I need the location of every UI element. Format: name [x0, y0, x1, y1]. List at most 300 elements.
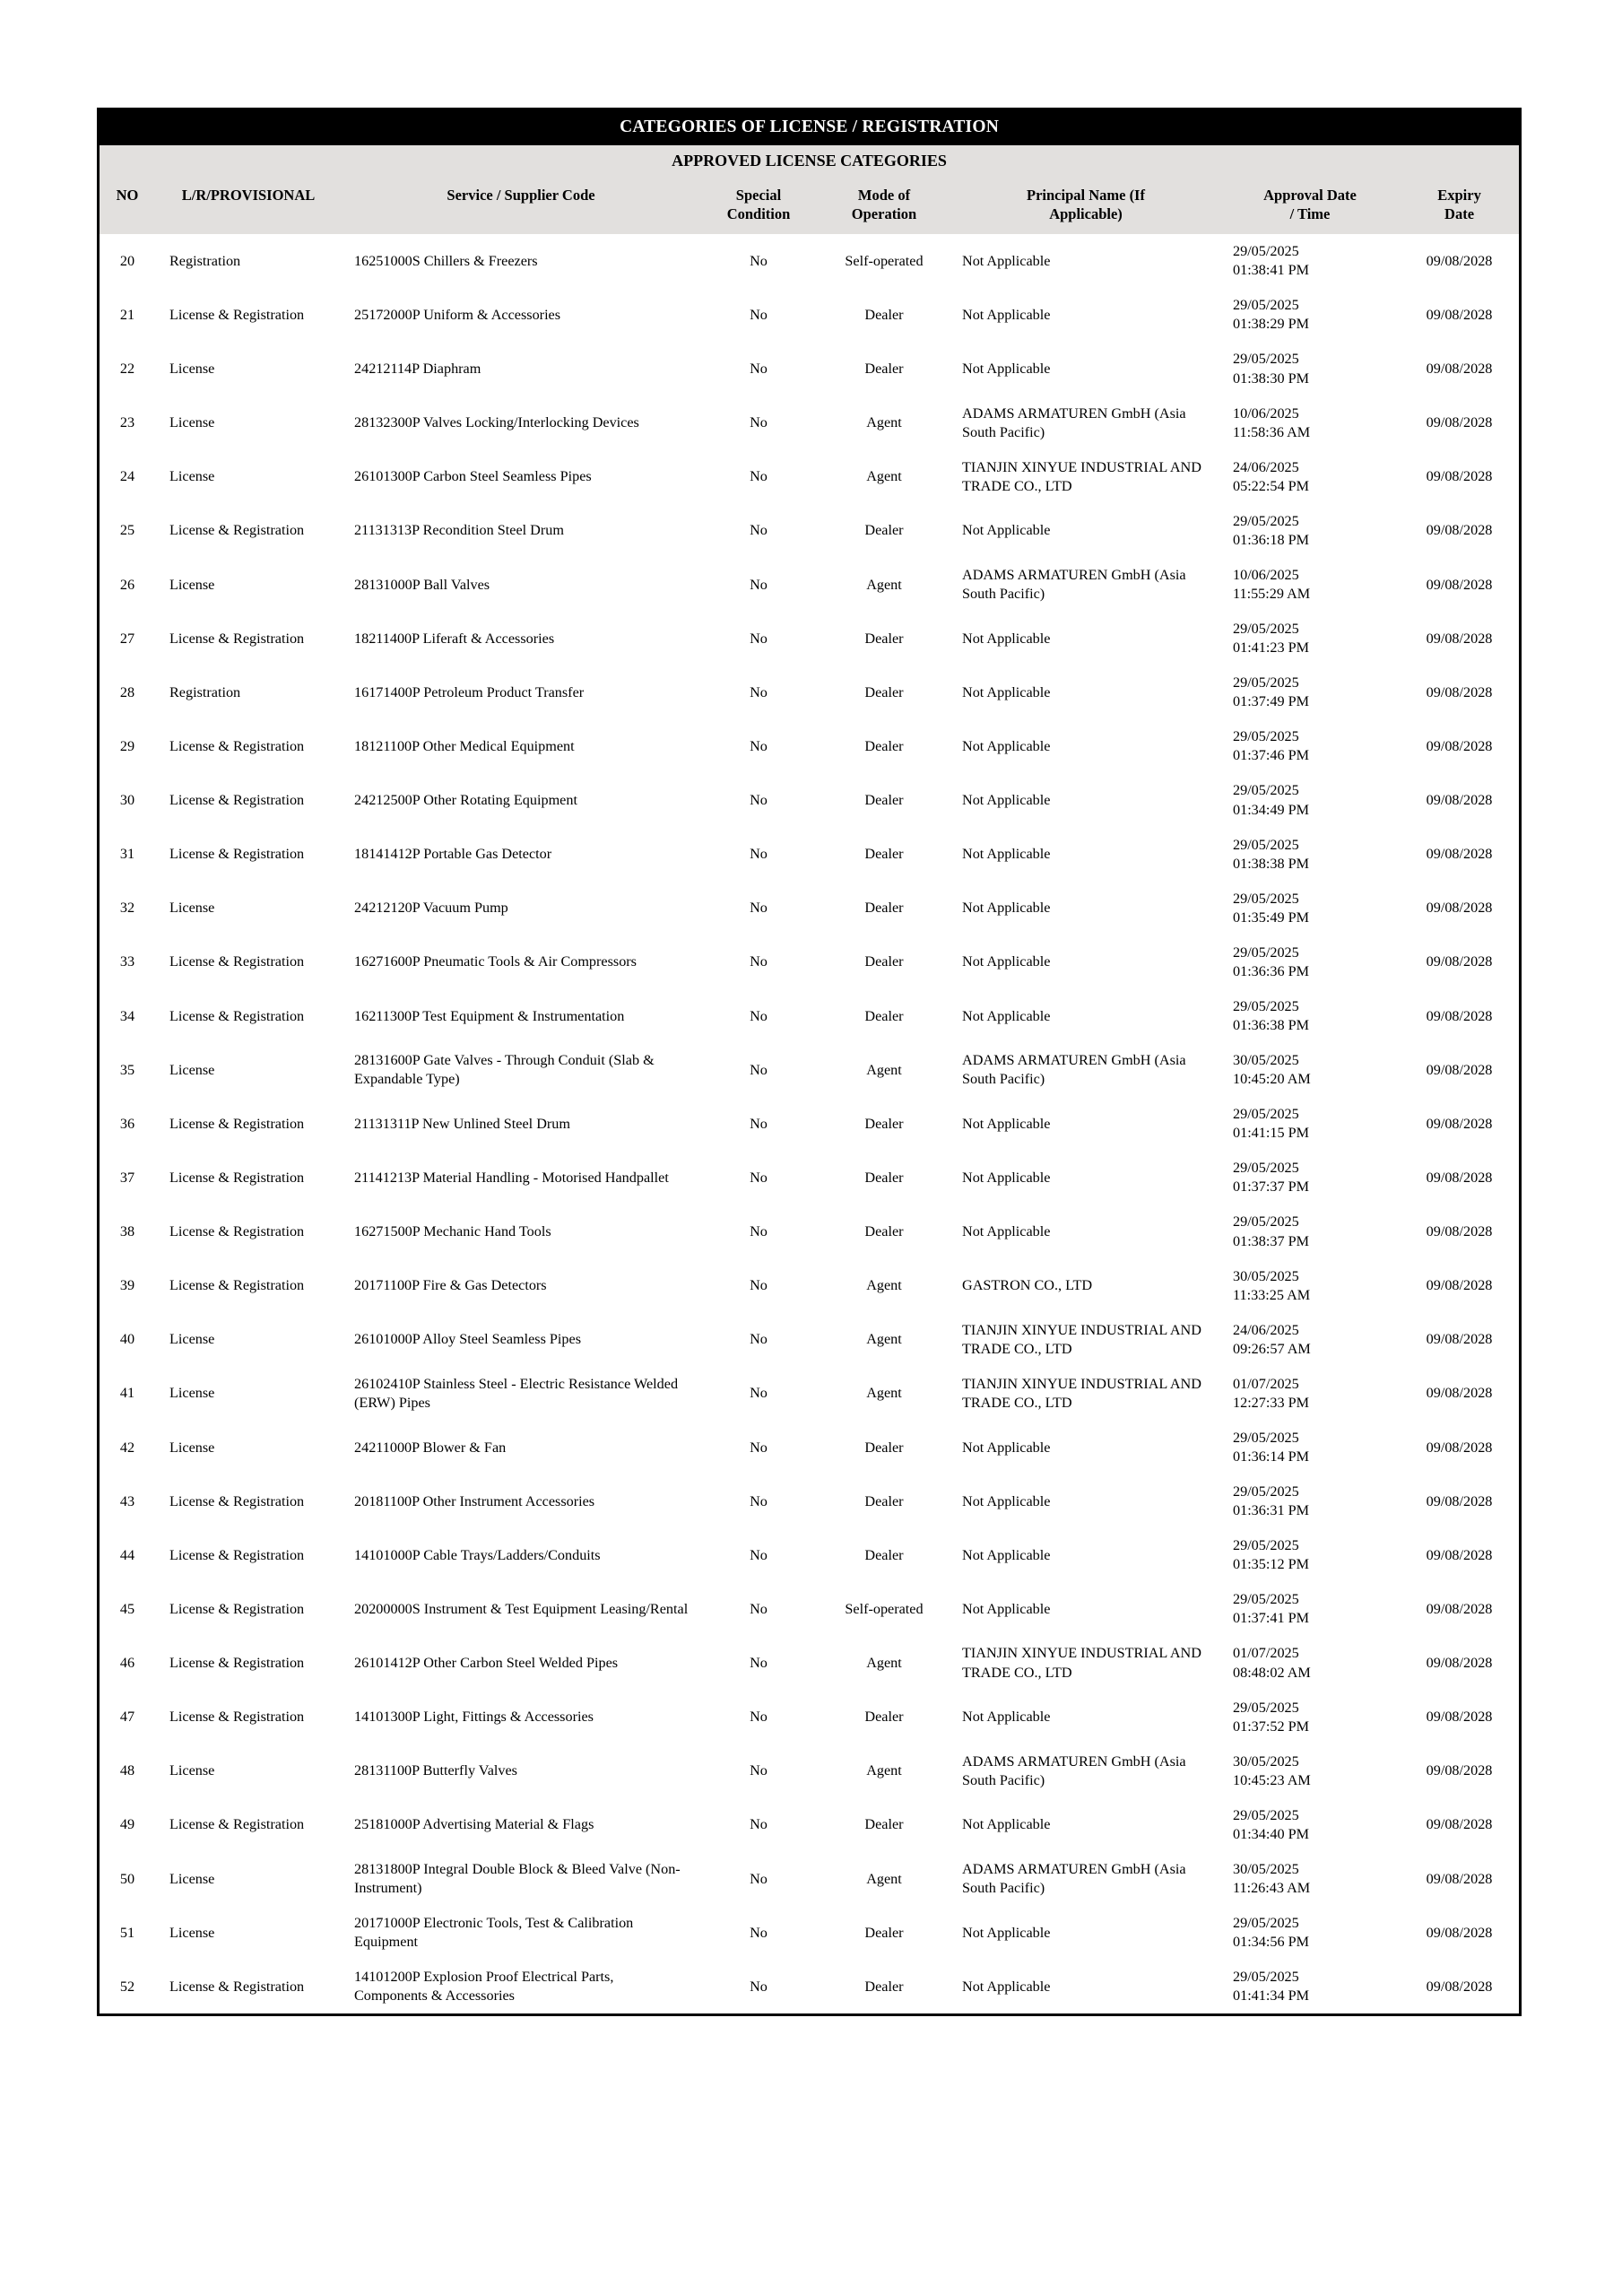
cell-service-supplier-code: 16271500P Mechanic Hand Tools: [342, 1205, 700, 1258]
subbanner-row: [100, 145, 1519, 178]
cell-expiry-date: 09/08/2028: [1400, 989, 1519, 1043]
approval-date: 29/05/2025: [1233, 782, 1299, 799]
cell-license-type: License: [155, 1421, 342, 1474]
approved-license-categories-table: [100, 110, 1519, 2013]
cell-mode-of-operation: Agent: [817, 1367, 951, 1421]
cell-expiry-date: 09/08/2028: [1400, 1906, 1519, 1960]
cell-license-type: License & Registration: [155, 504, 342, 558]
cell-license-type: License: [155, 882, 342, 935]
cell-service-supplier-code: 18121100P Other Medical Equipment: [342, 719, 700, 773]
cell-license-type: License & Registration: [155, 1798, 342, 1852]
cell-special-condition: No: [700, 234, 817, 288]
approval-date: 29/05/2025: [1233, 1213, 1299, 1231]
cell-expiry-date: 09/08/2028: [1400, 1798, 1519, 1852]
approval-date: 29/05/2025: [1233, 1806, 1299, 1823]
cell-expiry-date: 09/08/2028: [1400, 234, 1519, 288]
cell-special-condition: No: [700, 773, 817, 827]
approval-date: 29/05/2025: [1233, 621, 1299, 638]
cell-expiry-date: 09/08/2028: [1400, 1960, 1519, 2013]
cell-service-supplier-code: 28131100P Butterfly Valves: [342, 1744, 700, 1798]
cell-license-type: License & Registration: [155, 1474, 342, 1528]
cell-approval-date-time: [1220, 288, 1400, 342]
cell-special-condition: No: [700, 1906, 817, 1960]
cell-special-condition: No: [700, 935, 817, 989]
approval-date: 29/05/2025: [1233, 1483, 1299, 1500]
cell-special-condition: No: [700, 1960, 817, 2013]
cell-mode-of-operation: Dealer: [817, 342, 951, 396]
cell-principal-name: Not Applicable: [951, 234, 1220, 288]
column-header-special-condition: [700, 178, 817, 234]
approval-date: 29/05/2025: [1233, 1915, 1299, 1932]
table-row: [100, 1960, 1519, 2013]
approval-date: 24/06/2025: [1233, 458, 1299, 475]
table-row: [100, 665, 1519, 719]
cell-license-type: License & Registration: [155, 612, 342, 665]
cell-approval-date-time: [1220, 396, 1400, 450]
column-header-principal-name: [951, 178, 1220, 234]
table-row: [100, 1798, 1519, 1852]
approval-time: 01:38:37 PM: [1233, 1232, 1310, 1249]
column-header-special-line1: Special: [735, 187, 782, 204]
cell-principal-name: ADAMS ARMATUREN GmbH (Asia South Pacific): [951, 396, 1220, 450]
cell-service-supplier-code: 16171400P Petroleum Product Transfer: [342, 665, 700, 719]
cell-principal-name: ADAMS ARMATUREN GmbH (Asia South Pacific): [951, 1043, 1220, 1097]
cell-principal-name: Not Applicable: [951, 828, 1220, 882]
cell-no: 28: [100, 665, 155, 719]
cell-principal-name: Not Applicable: [951, 935, 1220, 989]
cell-mode-of-operation: Dealer: [817, 612, 951, 665]
table-row: [100, 234, 1519, 288]
cell-license-type: License & Registration: [155, 719, 342, 773]
cell-license-type: License: [155, 396, 342, 450]
table-row: [100, 1636, 1519, 1690]
cell-special-condition: No: [700, 1744, 817, 1798]
cell-service-supplier-code: 25172000P Uniform & Accessories: [342, 288, 700, 342]
cell-license-type: License: [155, 342, 342, 396]
approval-date: 30/05/2025: [1233, 1052, 1299, 1069]
cell-principal-name: Not Applicable: [951, 504, 1220, 558]
cell-service-supplier-code: 28132300P Valves Locking/Interlocking Devices: [342, 396, 700, 450]
approval-time: 01:36:38 PM: [1233, 1017, 1310, 1034]
cell-approval-date-time: [1220, 828, 1400, 882]
cell-service-supplier-code: 28131800P Integral Double Block & Bleed Valve (Non-Instrument): [342, 1852, 700, 1906]
cell-principal-name: TIANJIN XINYUE INDUSTRIAL AND TRADE CO., LTD: [951, 1636, 1220, 1690]
approval-date: 29/05/2025: [1233, 997, 1299, 1014]
cell-service-supplier-code: 25181000P Advertising Material & Flags: [342, 1798, 700, 1852]
approval-time: 12:27:33 PM: [1233, 1394, 1310, 1411]
approval-time: 01:36:14 PM: [1233, 1448, 1310, 1465]
cell-expiry-date: 09/08/2028: [1400, 1151, 1519, 1205]
cell-approval-date-time: [1220, 1528, 1400, 1582]
cell-mode-of-operation: Dealer: [817, 719, 951, 773]
cell-license-type: License & Registration: [155, 288, 342, 342]
cell-expiry-date: 09/08/2028: [1400, 1043, 1519, 1097]
cell-principal-name: Not Applicable: [951, 1582, 1220, 1636]
cell-approval-date-time: [1220, 1636, 1400, 1690]
banner-title: CATEGORIES OF LICENSE / REGISTRATION: [100, 110, 1519, 145]
cell-service-supplier-code: 16251000S Chillers & Freezers: [342, 234, 700, 288]
approval-date: 29/05/2025: [1233, 1429, 1299, 1446]
cell-mode-of-operation: Dealer: [817, 1474, 951, 1528]
cell-approval-date-time: [1220, 935, 1400, 989]
column-header-expiry-date: [1400, 178, 1519, 234]
cell-approval-date-time: [1220, 719, 1400, 773]
column-header-expiry-line1: Expiry: [1437, 187, 1481, 204]
cell-mode-of-operation: Dealer: [817, 828, 951, 882]
approval-time: 01:38:38 PM: [1233, 855, 1310, 872]
cell-license-type: Registration: [155, 234, 342, 288]
cell-mode-of-operation: Dealer: [817, 1906, 951, 1960]
cell-license-type: License & Registration: [155, 1582, 342, 1636]
cell-license-type: License: [155, 1367, 342, 1421]
cell-mode-of-operation: Dealer: [817, 773, 951, 827]
cell-expiry-date: 09/08/2028: [1400, 882, 1519, 935]
table-row: [100, 1852, 1519, 1906]
cell-expiry-date: 09/08/2028: [1400, 1474, 1519, 1528]
approval-time: 01:36:31 PM: [1233, 1502, 1310, 1519]
cell-license-type: License: [155, 1852, 342, 1906]
approval-date: 29/05/2025: [1233, 512, 1299, 529]
cell-expiry-date: 09/08/2028: [1400, 1744, 1519, 1798]
cell-principal-name: Not Applicable: [951, 612, 1220, 665]
cell-special-condition: No: [700, 288, 817, 342]
column-header-mode-of-operation: [817, 178, 951, 234]
cell-approval-date-time: [1220, 1043, 1400, 1097]
approval-date: 10/06/2025: [1233, 566, 1299, 583]
cell-service-supplier-code: 26101300P Carbon Steel Seamless Pipes: [342, 450, 700, 504]
cell-license-type: License: [155, 1906, 342, 1960]
column-header-mode-line2: Operation: [851, 205, 917, 223]
cell-approval-date-time: [1220, 450, 1400, 504]
approval-date: 29/05/2025: [1233, 243, 1299, 260]
approval-time: 01:34:49 PM: [1233, 801, 1310, 818]
cell-mode-of-operation: Dealer: [817, 1691, 951, 1744]
table-row: [100, 828, 1519, 882]
cell-approval-date-time: [1220, 1259, 1400, 1313]
cell-service-supplier-code: 18211400P Liferaft & Accessories: [342, 612, 700, 665]
cell-no: 47: [100, 1691, 155, 1744]
column-header-principal-line2: Applicable): [1049, 205, 1123, 223]
approval-date: 29/05/2025: [1233, 890, 1299, 907]
cell-approval-date-time: [1220, 1313, 1400, 1367]
cell-no: 34: [100, 989, 155, 1043]
approval-time: 01:37:37 PM: [1233, 1178, 1310, 1196]
cell-service-supplier-code: 20200000S Instrument & Test Equipment Leasing/Rental: [342, 1582, 700, 1636]
cell-service-supplier-code: 20181100P Other Instrument Accessories: [342, 1474, 700, 1528]
cell-no: 22: [100, 342, 155, 396]
cell-expiry-date: 09/08/2028: [1400, 1582, 1519, 1636]
cell-approval-date-time: [1220, 558, 1400, 612]
column-header-principal-line1: Principal Name (If: [1027, 187, 1145, 204]
approval-time: 01:35:12 PM: [1233, 1556, 1310, 1573]
cell-license-type: Registration: [155, 665, 342, 719]
cell-expiry-date: 09/08/2028: [1400, 1636, 1519, 1690]
cell-principal-name: ADAMS ARMATUREN GmbH (Asia South Pacific): [951, 1852, 1220, 1906]
cell-expiry-date: 09/08/2028: [1400, 288, 1519, 342]
approval-date: 29/05/2025: [1233, 1160, 1299, 1177]
cell-license-type: License & Registration: [155, 989, 342, 1043]
cell-no: 20: [100, 234, 155, 288]
approval-date: 29/05/2025: [1233, 1537, 1299, 1554]
cell-license-type: License & Registration: [155, 1691, 342, 1744]
cell-no: 25: [100, 504, 155, 558]
column-header-mode-line1: Mode of: [857, 187, 911, 204]
cell-approval-date-time: [1220, 989, 1400, 1043]
column-header-approval-line1: Approval Date: [1263, 187, 1357, 204]
cell-expiry-date: 09/08/2028: [1400, 828, 1519, 882]
approval-time: 01:41:23 PM: [1233, 639, 1310, 657]
cell-principal-name: Not Applicable: [951, 1421, 1220, 1474]
cell-license-type: License: [155, 1744, 342, 1798]
cell-service-supplier-code: 21131311P New Unlined Steel Drum: [342, 1097, 700, 1151]
cell-mode-of-operation: Dealer: [817, 935, 951, 989]
cell-special-condition: No: [700, 989, 817, 1043]
cell-principal-name: TIANJIN XINYUE INDUSTRIAL AND TRADE CO., LTD: [951, 1313, 1220, 1367]
cell-special-condition: No: [700, 504, 817, 558]
cell-principal-name: Not Applicable: [951, 882, 1220, 935]
license-categories-frame: [97, 108, 1522, 2016]
approval-time: 01:34:56 PM: [1233, 1934, 1310, 1951]
table-row: [100, 450, 1519, 504]
cell-approval-date-time: [1220, 1151, 1400, 1205]
table-row: [100, 1582, 1519, 1636]
cell-license-type: License & Registration: [155, 935, 342, 989]
cell-service-supplier-code: 24212500P Other Rotating Equipment: [342, 773, 700, 827]
cell-mode-of-operation: Dealer: [817, 665, 951, 719]
cell-mode-of-operation: Dealer: [817, 1205, 951, 1258]
cell-special-condition: No: [700, 1582, 817, 1636]
cell-service-supplier-code: 14101300P Light, Fittings & Accessories: [342, 1691, 700, 1744]
cell-mode-of-operation: Dealer: [817, 1960, 951, 2013]
cell-no: 43: [100, 1474, 155, 1528]
cell-no: 44: [100, 1528, 155, 1582]
cell-license-type: License & Registration: [155, 1205, 342, 1258]
cell-special-condition: No: [700, 1421, 817, 1474]
cell-expiry-date: 09/08/2028: [1400, 1367, 1519, 1421]
table-row: [100, 989, 1519, 1043]
approval-time: 01:36:18 PM: [1233, 531, 1310, 548]
cell-principal-name: ADAMS ARMATUREN GmbH (Asia South Pacific): [951, 1744, 1220, 1798]
cell-approval-date-time: [1220, 1852, 1400, 1906]
cell-special-condition: No: [700, 1852, 817, 1906]
approval-time: 09:26:57 AM: [1233, 1340, 1311, 1357]
cell-service-supplier-code: 20171000P Electronic Tools, Test & Calibration Equipment: [342, 1906, 700, 1960]
cell-no: 21: [100, 288, 155, 342]
cell-mode-of-operation: Self-operated: [817, 1582, 951, 1636]
cell-service-supplier-code: 14101000P Cable Trays/Ladders/Conduits: [342, 1528, 700, 1582]
cell-mode-of-operation: Dealer: [817, 1097, 951, 1151]
approval-date: 24/06/2025: [1233, 1321, 1299, 1338]
cell-license-type: License & Registration: [155, 773, 342, 827]
cell-service-supplier-code: 14101200P Explosion Proof Electrical Parts, Components & Accessories: [342, 1960, 700, 2013]
cell-no: 52: [100, 1960, 155, 2013]
cell-license-type: License & Registration: [155, 828, 342, 882]
cell-principal-name: Not Applicable: [951, 773, 1220, 827]
column-header-special-line2: Condition: [726, 205, 791, 223]
cell-service-supplier-code: 26101412P Other Carbon Steel Welded Pipes: [342, 1636, 700, 1690]
column-header-type: L/R/PROVISIONAL: [155, 178, 342, 234]
cell-expiry-date: 09/08/2028: [1400, 1691, 1519, 1744]
cell-service-supplier-code: 28131000P Ball Valves: [342, 558, 700, 612]
cell-service-supplier-code: 24212120P Vacuum Pump: [342, 882, 700, 935]
cell-principal-name: Not Applicable: [951, 665, 1220, 719]
cell-mode-of-operation: Dealer: [817, 1528, 951, 1582]
approval-date: 30/05/2025: [1233, 1267, 1299, 1284]
cell-special-condition: No: [700, 1528, 817, 1582]
cell-special-condition: No: [700, 558, 817, 612]
approval-date: 01/07/2025: [1233, 1375, 1299, 1392]
table-row: [100, 773, 1519, 827]
table-row: [100, 1367, 1519, 1421]
cell-no: 50: [100, 1852, 155, 1906]
cell-license-type: License: [155, 1313, 342, 1367]
approval-date: 29/05/2025: [1233, 836, 1299, 853]
cell-special-condition: No: [700, 1043, 817, 1097]
cell-service-supplier-code: 20171100P Fire & Gas Detectors: [342, 1259, 700, 1313]
cell-license-type: License: [155, 558, 342, 612]
table-row: [100, 288, 1519, 342]
cell-no: 23: [100, 396, 155, 450]
cell-approval-date-time: [1220, 1691, 1400, 1744]
table-row: [100, 1313, 1519, 1367]
cell-principal-name: Not Applicable: [951, 342, 1220, 396]
approval-time: 01:38:30 PM: [1233, 370, 1310, 387]
cell-service-supplier-code: 24212114P Diaphram: [342, 342, 700, 396]
cell-mode-of-operation: Dealer: [817, 882, 951, 935]
table-row: [100, 935, 1519, 989]
table-row: [100, 558, 1519, 612]
table-row: [100, 1043, 1519, 1097]
cell-approval-date-time: [1220, 1744, 1400, 1798]
approval-date: 29/05/2025: [1233, 1969, 1299, 1986]
cell-mode-of-operation: Self-operated: [817, 234, 951, 288]
cell-no: 38: [100, 1205, 155, 1258]
table-row: [100, 1205, 1519, 1258]
cell-principal-name: Not Applicable: [951, 1205, 1220, 1258]
approval-date: 29/05/2025: [1233, 1699, 1299, 1716]
approval-date: 29/05/2025: [1233, 728, 1299, 745]
cell-special-condition: No: [700, 882, 817, 935]
table-row: [100, 1744, 1519, 1798]
cell-approval-date-time: [1220, 1474, 1400, 1528]
column-header-row: [100, 178, 1519, 234]
table-row: [100, 1474, 1519, 1528]
cell-license-type: License & Registration: [155, 1259, 342, 1313]
cell-license-type: License & Registration: [155, 1151, 342, 1205]
cell-license-type: License & Registration: [155, 1636, 342, 1690]
cell-mode-of-operation: Dealer: [817, 1798, 951, 1852]
approval-time: 01:37:52 PM: [1233, 1718, 1310, 1735]
approval-date: 10/06/2025: [1233, 404, 1299, 422]
cell-principal-name: Not Applicable: [951, 989, 1220, 1043]
cell-no: 31: [100, 828, 155, 882]
cell-principal-name: Not Applicable: [951, 1960, 1220, 2013]
cell-principal-name: Not Applicable: [951, 1151, 1220, 1205]
cell-service-supplier-code: 26101000P Alloy Steel Seamless Pipes: [342, 1313, 700, 1367]
cell-principal-name: Not Applicable: [951, 1097, 1220, 1151]
table-row: [100, 1097, 1519, 1151]
cell-expiry-date: 09/08/2028: [1400, 1097, 1519, 1151]
cell-expiry-date: 09/08/2028: [1400, 558, 1519, 612]
column-header-expiry-line2: Date: [1444, 205, 1475, 223]
approval-time: 01:37:41 PM: [1233, 1610, 1310, 1627]
cell-principal-name: Not Applicable: [951, 1906, 1220, 1960]
cell-expiry-date: 09/08/2028: [1400, 1528, 1519, 1582]
cell-mode-of-operation: Agent: [817, 450, 951, 504]
cell-approval-date-time: [1220, 1906, 1400, 1960]
approval-time: 01:36:36 PM: [1233, 962, 1310, 979]
cell-special-condition: No: [700, 1474, 817, 1528]
cell-no: 30: [100, 773, 155, 827]
cell-service-supplier-code: 16271600P Pneumatic Tools & Air Compressors: [342, 935, 700, 989]
column-header-service: Service / Supplier Code: [342, 178, 700, 234]
table-row: [100, 1528, 1519, 1582]
cell-special-condition: No: [700, 1691, 817, 1744]
cell-expiry-date: 09/08/2028: [1400, 612, 1519, 665]
cell-mode-of-operation: Agent: [817, 1852, 951, 1906]
cell-approval-date-time: [1220, 882, 1400, 935]
cell-service-supplier-code: 16211300P Test Equipment & Instrumentation: [342, 989, 700, 1043]
cell-expiry-date: 09/08/2028: [1400, 773, 1519, 827]
cell-mode-of-operation: Agent: [817, 1043, 951, 1097]
cell-approval-date-time: [1220, 1097, 1400, 1151]
table-row: [100, 1691, 1519, 1744]
approval-time: 01:34:40 PM: [1233, 1825, 1310, 1842]
cell-approval-date-time: [1220, 773, 1400, 827]
cell-no: 36: [100, 1097, 155, 1151]
cell-mode-of-operation: Agent: [817, 1313, 951, 1367]
cell-mode-of-operation: Agent: [817, 1744, 951, 1798]
cell-special-condition: No: [700, 342, 817, 396]
cell-approval-date-time: [1220, 504, 1400, 558]
approval-time: 10:45:20 AM: [1233, 1071, 1311, 1088]
cell-expiry-date: 09/08/2028: [1400, 1259, 1519, 1313]
cell-special-condition: No: [700, 828, 817, 882]
cell-no: 51: [100, 1906, 155, 1960]
cell-license-type: License & Registration: [155, 1960, 342, 2013]
cell-approval-date-time: [1220, 1582, 1400, 1636]
cell-special-condition: No: [700, 1259, 817, 1313]
approval-time: 01:38:29 PM: [1233, 316, 1310, 333]
approval-time: 05:22:54 PM: [1233, 477, 1310, 494]
cell-special-condition: No: [700, 1097, 817, 1151]
cell-expiry-date: 09/08/2028: [1400, 396, 1519, 450]
cell-expiry-date: 09/08/2028: [1400, 935, 1519, 989]
cell-special-condition: No: [700, 1205, 817, 1258]
cell-service-supplier-code: 21141213P Material Handling - Motorised Handpallet: [342, 1151, 700, 1205]
table-row: [100, 719, 1519, 773]
column-header-no: NO: [100, 178, 155, 234]
cell-principal-name: TIANJIN XINYUE INDUSTRIAL AND TRADE CO., LTD: [951, 450, 1220, 504]
approval-time: 01:37:46 PM: [1233, 747, 1310, 764]
cell-expiry-date: 09/08/2028: [1400, 1421, 1519, 1474]
approval-date: 29/05/2025: [1233, 1106, 1299, 1123]
cell-mode-of-operation: Agent: [817, 558, 951, 612]
cell-approval-date-time: [1220, 1421, 1400, 1474]
cell-expiry-date: 09/08/2028: [1400, 1852, 1519, 1906]
cell-principal-name: Not Applicable: [951, 1798, 1220, 1852]
table-row: [100, 396, 1519, 450]
cell-special-condition: No: [700, 665, 817, 719]
cell-service-supplier-code: 24211000P Blower & Fan: [342, 1421, 700, 1474]
cell-special-condition: No: [700, 612, 817, 665]
cell-approval-date-time: [1220, 234, 1400, 288]
approval-date: 30/05/2025: [1233, 1860, 1299, 1877]
table-row: [100, 1421, 1519, 1474]
table-row: [100, 342, 1519, 396]
cell-service-supplier-code: 28131600P Gate Valves - Through Conduit (Slab & Expandable Type): [342, 1043, 700, 1097]
cell-special-condition: No: [700, 1313, 817, 1367]
